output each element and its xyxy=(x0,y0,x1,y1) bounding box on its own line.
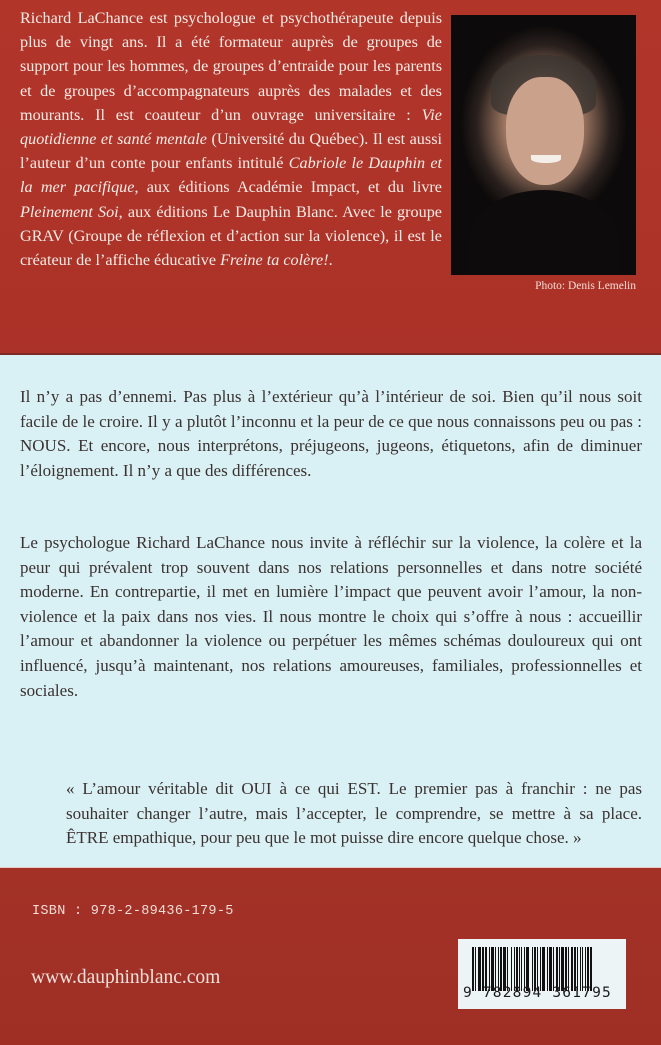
bio-text: , aux éditions Le Dauphin Blanc. Avec le groupe GRAV (Groupe de réflexion et d’action sur la violence), il est le créateur de l’affiche éducative xyxy=(20,202,442,270)
photo-smile xyxy=(531,155,561,163)
quote-block: « L’amour véritable dit OUI à ce qui EST. Le premier pas à franchir : ne pas souhaiter changer l’autre, mais l’accepter, le comprendre, se mettre à sa place. ÊTRE empathique, pour peu que le mot puisse dire encore quelque chose. » xyxy=(66,779,642,848)
bio-title-vie-quotidienne: Vie quotidienne et santé mentale xyxy=(20,105,442,149)
isbn-text: ISBN : 978-2-89436-179-5 xyxy=(32,904,234,919)
bio-text: . xyxy=(328,251,333,270)
barcode-digits: 9 782894 361795 xyxy=(463,985,612,1001)
website-link[interactable]: www.dauphinblanc.com xyxy=(31,967,221,988)
bio-text: Richard LaChance est psychologue et psychothérapeute depuis plus de vingt ans. Il a été formateur auprès de groupes de support pour les hommes, de groupes d’entraide pour les parents et de groupes d’accompagnateurs auprès des malades et des mourants. Il est coauteur d’un ouvrage universitaire : xyxy=(20,9,442,124)
top-panel xyxy=(0,0,661,353)
bio-text: , aux éditions Académie Impact, et du livre xyxy=(134,178,442,197)
description-paragraph-2: Le psychologue Richard LaChance nous invite à réfléchir sur la violence, la colère et la peur qui prévalent trop souvent dans nos relations personnelles et dans notre société moderne. En contrepartie, il met en lumière l’impact que peuvent avoir l’amour, la non-violence et la paix dans nos vies. Il nous montre le choix qui s’offre à nous : accueillir l’amour et abandonner la violence ou perpétuer les mêmes schémas douloureux qui ont influencé, jusqu’à maintenant, nos relations amoureuses, familiales, professionnelles et sociales. xyxy=(20,533,642,700)
middle-panel xyxy=(0,353,661,869)
description-paragraph-1: Il n’y a pas d’ennemi. Pas plus à l’extérieur qu’à l’intérieur de soi. Bien qu’il nous soit facile de le croire. Il y a plutôt l’inconnu et la peur de ce que nous connaissons peu ou pas : NOUS. Et encore, nous interprétons, préjugeons, jugeons, étiquetons, afin de diminuer l’éloignement. Il n’y a que des différences. xyxy=(20,387,642,480)
bio-title-cabriole: Cabriole le Dauphin et la mer pacifique xyxy=(20,154,443,197)
photo-shirt xyxy=(469,190,619,275)
author-photo xyxy=(451,15,636,275)
bio-title-freine: Freine ta colère! xyxy=(220,251,329,270)
photo-credit: Photo: Denis Lemelin xyxy=(535,280,636,292)
barcode xyxy=(458,939,626,1009)
bottom-panel xyxy=(0,867,661,1045)
photo-face xyxy=(506,77,584,185)
bio-text: (Université du Québec). Il est aussi l’auteur d’un conte pour enfants intitulé xyxy=(20,130,442,173)
bio-title-pleinement-soi: Pleinement Soi xyxy=(20,202,119,221)
author-bio xyxy=(20,6,442,272)
